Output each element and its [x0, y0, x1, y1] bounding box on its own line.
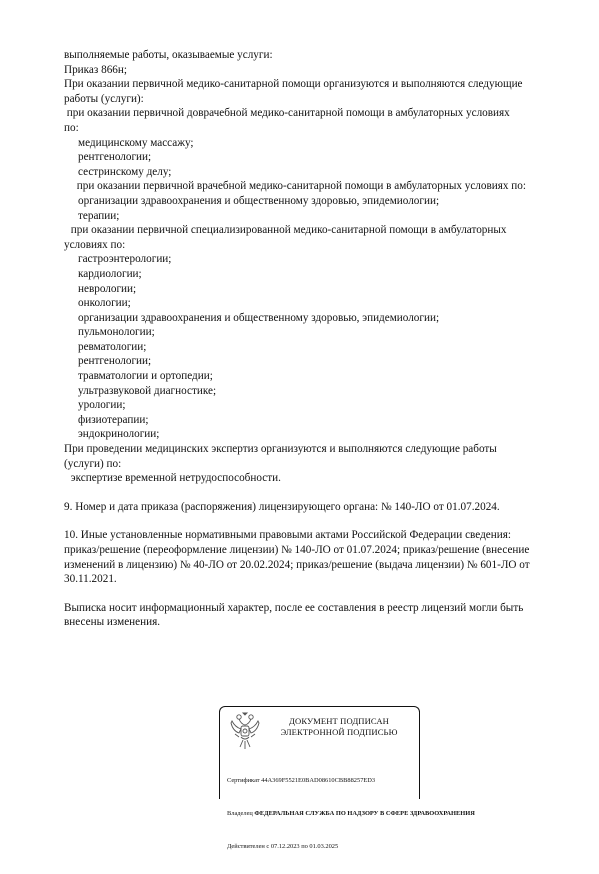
body-line: выполняемые работы, оказываемые услуги: [64, 49, 273, 61]
electronic-signature-stamp [219, 706, 475, 850]
list-item: организации здравоохранения и общественному здоровью, эпидемиологии; [78, 194, 440, 207]
certificate-number: Сертификат 44A369F5521E0BAD08610CBB88257ED3 [227, 777, 376, 784]
certificate-owner: Владелец ФЕДЕРАЛЬНАЯ СЛУЖБА ПО НАДЗОРУ В СФЕРЕ ЗДРАВООХРАНЕНИЯ [227, 810, 475, 817]
list-item: урологии; [78, 399, 126, 412]
body-line: при оказании первичной доврачебной медико-санитарной помощи в амбулаторных условиях [64, 107, 510, 120]
section-10-line: 10. Иные установленные нормативными правовыми актами Российской Федерации сведения: [64, 529, 511, 542]
list-item: терапии; [78, 209, 120, 222]
section-10-line: изменений в лицензию) № 40-ЛО от 20.02.2024; приказ/решение (выдача лицензии) № 601-ЛО от [64, 558, 530, 571]
list-item: гастроэнтерологии; [78, 253, 172, 266]
body-line: При проведении медицинских экспертиз организуются и выполняются следующие работы [64, 443, 497, 456]
list-item: ультразвуковой диагностике; [78, 384, 217, 397]
list-item: сестринскому делу; [78, 165, 172, 178]
body-line: работы (услуги): [64, 92, 144, 105]
list-item: травматологии и ортопедии; [78, 370, 213, 383]
document-body [64, 48, 584, 630]
section-10-line: приказ/решение (переоформление лицензии) № 140-ЛО от 01.07.2024; приказ/решение (внесение [64, 544, 530, 556]
list-item: организации здравоохранения и общественному здоровью, эпидемиологии; [78, 311, 440, 324]
list-item: эндокринологии; [78, 428, 160, 441]
list-item: физиотерапии; [78, 413, 149, 426]
list-item: рентгенологии; [78, 151, 152, 164]
list-item: медицинскому массажу; [78, 136, 194, 149]
body-line: при оказании первичной специализированной медико-санитарной помощи в амбулаторных [68, 224, 507, 237]
body-line: по: [64, 121, 79, 134]
stamp-title: ДОКУМЕНТ ПОДПИСАН ЭЛЕКТРОННОЙ ПОДПИСЬЮ [280, 716, 398, 737]
list-item: кардиологии; [78, 267, 142, 280]
list-item: пульмонологии; [78, 326, 155, 339]
certificate-validity: Действителен с 07.12.2023 по 01.03.2025 [227, 843, 339, 850]
body-line: условиях по: [64, 238, 126, 251]
double-headed-eagle-emblem-icon [229, 712, 261, 752]
list-item: ревматологии; [78, 340, 147, 353]
body-line: При оказании первичной медико-санитарной помощи организуются и выполняются следующие [64, 78, 523, 91]
body-line: Приказ 866н; [64, 63, 127, 76]
informational-note: внесены изменения. [64, 616, 161, 629]
section-9-license-order: 9. Номер и дата приказа (распоряжения) лицензирующего органа: № 140-ЛО от 01.07.2024. [64, 500, 500, 513]
body-line: (услуги) по: [64, 457, 122, 470]
body-line: при оказании первичной врачебной медико-санитарной помощи в амбулаторных условиях по: [74, 180, 526, 193]
list-item: рентгенологии; [78, 355, 152, 368]
list-item: неврологии; [78, 282, 137, 295]
section-10-line: 30.11.2021. [64, 573, 117, 586]
body-line: экспертизе временной нетрудоспособности. [68, 472, 281, 485]
list-item: онкологии; [78, 297, 131, 310]
stamp-details [227, 753, 487, 874]
informational-note: Выписка носит информационный характер, после ее составления в реестр лицензий могли быть [64, 601, 524, 614]
